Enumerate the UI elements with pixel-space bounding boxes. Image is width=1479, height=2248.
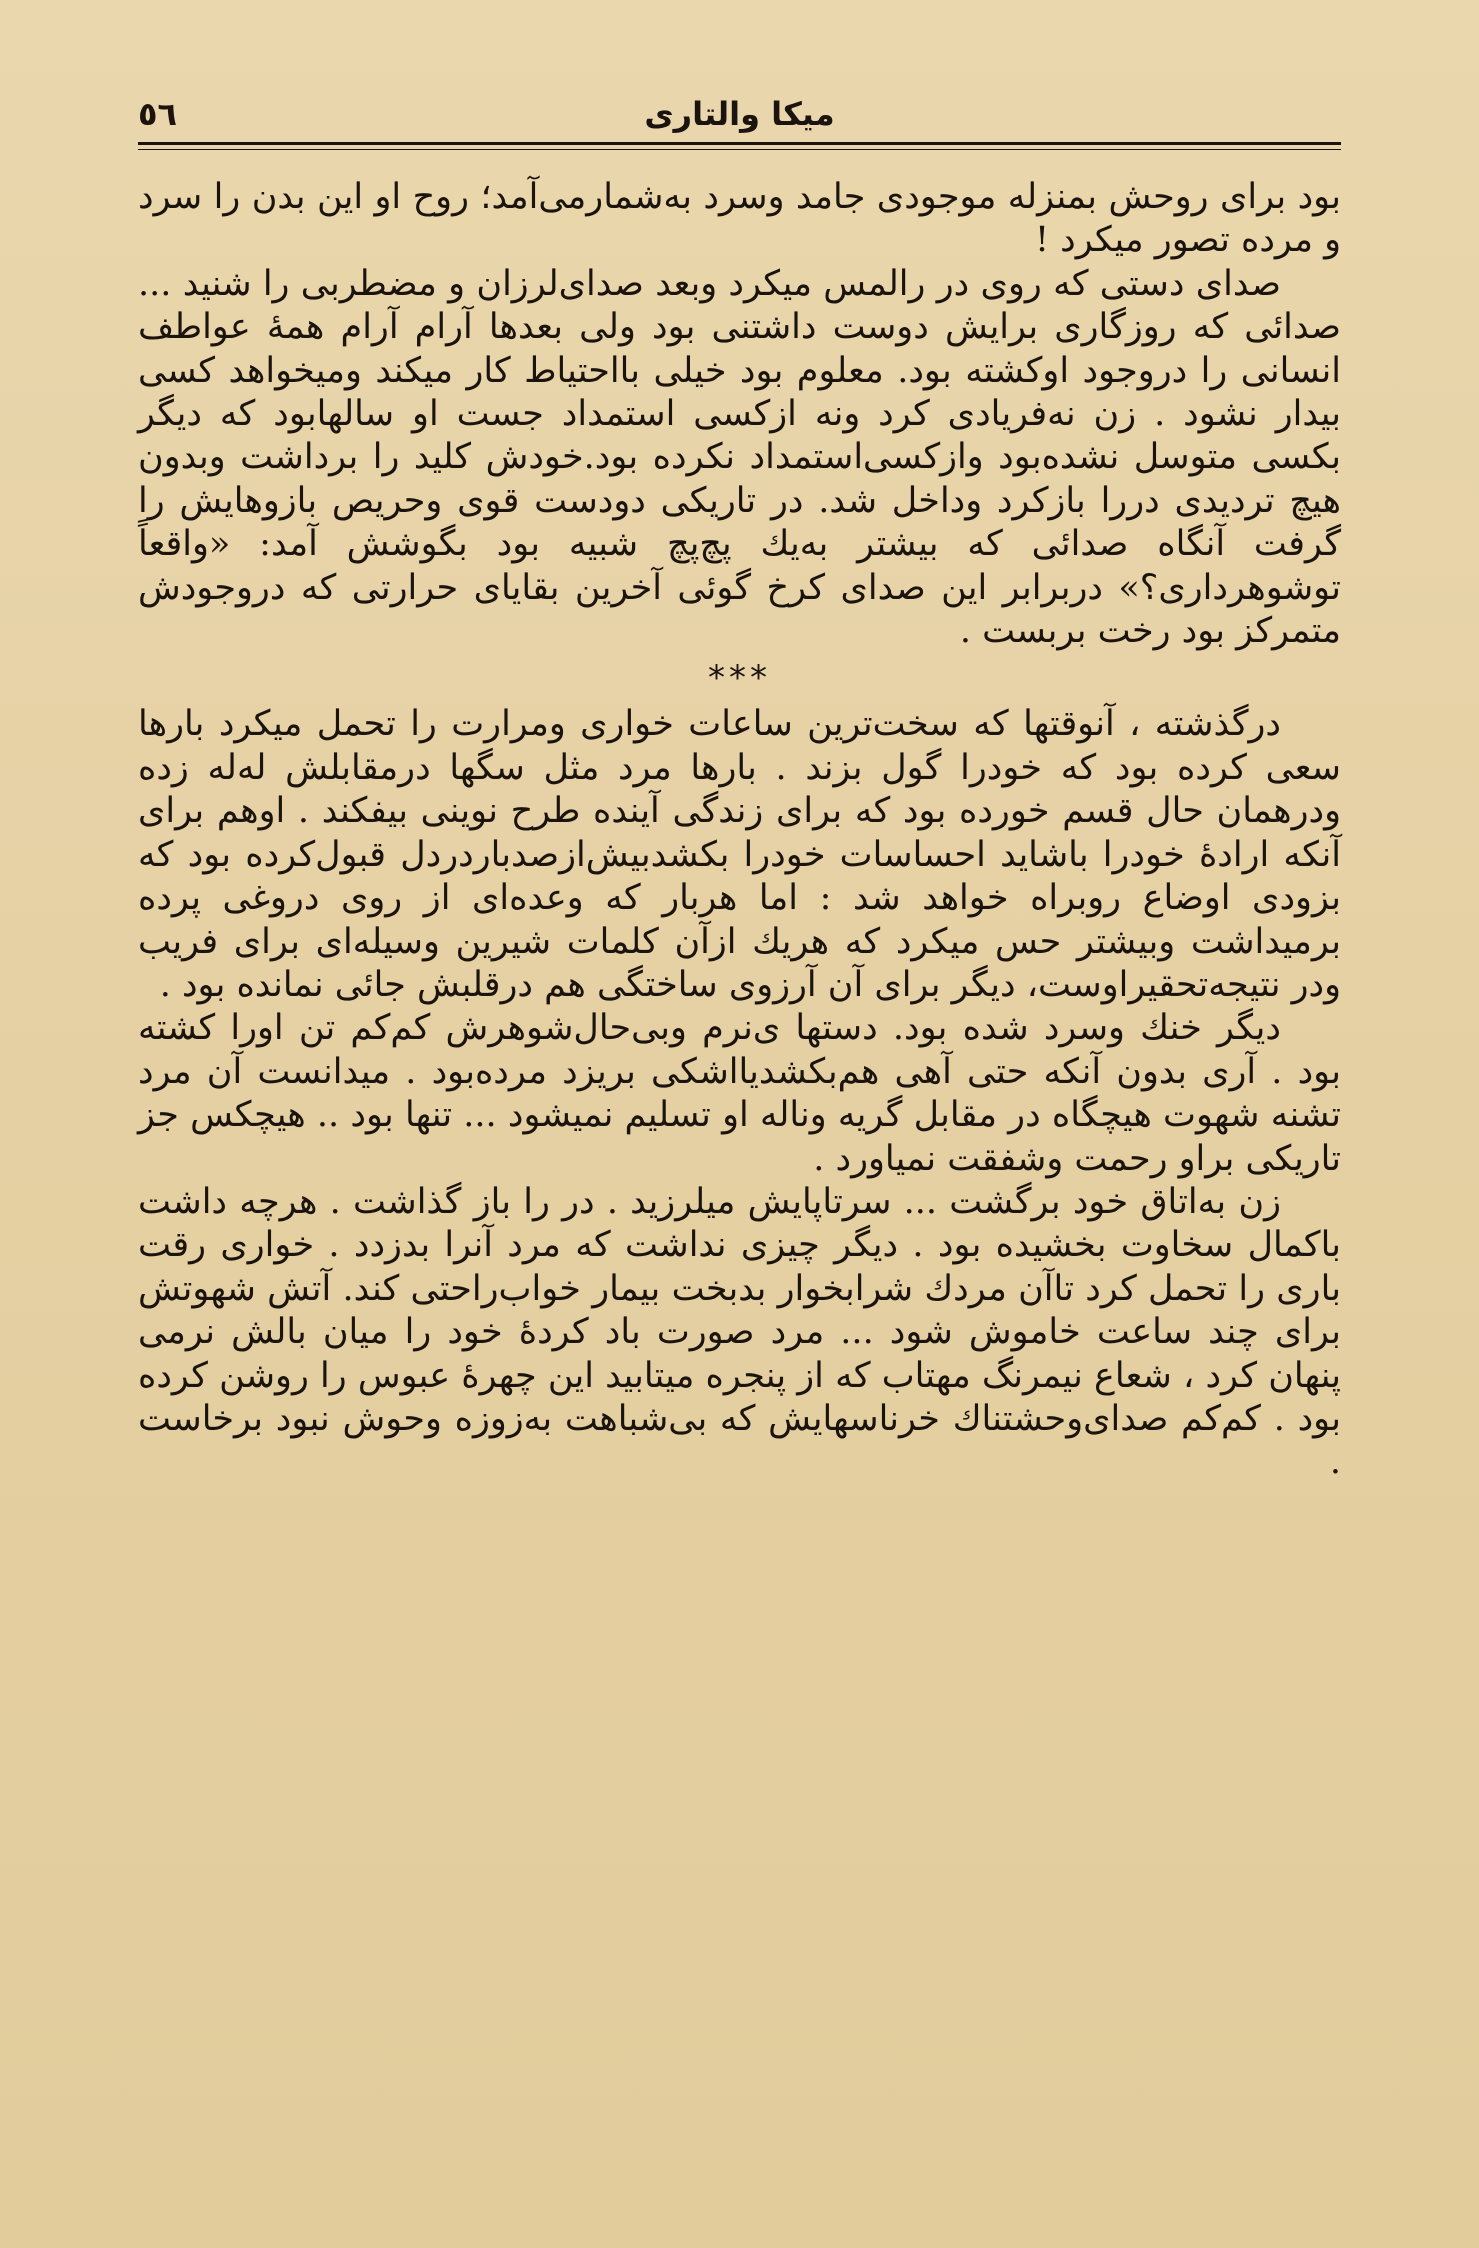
page-header <box>138 78 1341 133</box>
section-separator: *** <box>708 658 771 699</box>
header-rule-thin <box>138 149 1341 150</box>
paragraph: صدای دستی که روی در رالمس میکرد وبعد صدای‌لرزان و مضطربی را شنید ... صدائی که روزگاری برایش دوست داشتنی بود ولی بعدها آرام آرام همهٔ عواطف انسانی را دروجود اوکشته بود. معلوم بود خیلی بااحتیاط کار میکند ومیخواهد کسی بیدار نشود . زن نه‌فریادی کرد ونه ازکسی استمداد جست او سالهابود که دیگر بکسی متوسل نشده‌بود وازکسی‌استمداد نکرده بود.خودش کلید را برداشت وبدون هیچ تردیدی دررا بازکرد وداخل شد. در تاریکی دودست قوی وحریص بازوهایش را گرفت آنگاه صدائی که بیشتر به‌یك پچ‌پچ شبیه بود بگوشش آمد: «واقعاً توشوهرداری؟» دربرابر این صدای کرخ گوئی آخرین بقایای حرارتی که دروجودش متمرکز بود رخت بربست . <box>138 263 1341 652</box>
header-rule <box>138 142 1341 145</box>
paragraph: زن به‌اتاق خود برگشت ... سرتاپایش میلرزید . در را باز گذاشت . هرچه داشت باکمال سخاوت بخشیده بود . دیگر چیزی نداشت که مرد آنرا بدزدد . خواری رقت باری را تحمل کرد تاآن مردك شرابخوار بدبخت بیمار خواب‌راحتی کند. آتش شهوتش برای چند ساعت خاموش شود ... مرد صورت باد کردهٔ خود را میان بالش نرمی پنهان کرد ، شعاع نیمرنگ مهتاب که از پنجره میتابید این چهرهٔ عبوس را روشن کرده بود . کم‌کم صدای‌وحشتناك خرناسهایش که بی‌شباهت به‌زوزه وحوش نبود برخاست . <box>138 1181 1341 1483</box>
paragraph: درگذشته ، آنوقتها که سخت‌ترین ساعات خواری ومرارت را تحمل میکرد بارها سعی کرده بود که خودرا گول بزند . بارها مرد مثل سگها درمقابلش له‌له زده ودرهمان حال قسم خورده بود که برای زندگی آینده طرح نوینی بیفکند . اوهم برای آنکه ارادهٔ خودرا باشاید احساسات خودرا بکشدبیش‌ازصدباردردل قبول‌کرده بود که بزودی اوضاع روبراه خواهد شد : اما هربار که وعده‌ای از روی دروغی پرده برمیداشت وبیشتر حس میکرد که هریك ازآن کلمات شیرین وسیله‌ای برای فریب ودر نتیجه‌تحقیراوست، دیگر برای آن آرزوی ساختگی هم درقلبش جائی نمانده بود . <box>138 704 1341 1005</box>
page-number: ٥٦ <box>138 95 178 133</box>
text-section-2 <box>138 703 1341 1484</box>
paragraph: دیگر خنك وسرد شده بود. دستها ی‌نرم وبی‌حال‌شوهرش کم‌کم تن اورا کشته بود . آری بدون آنکه حتی آهی هم‌بکشدیااشکی بریزد مرده‌بود . میدانست آن مرد تشنه شهوت هیچگاه در مقابل گریه وناله او تسلیم نمیشود ... تنها بود .. هیچکس جز تاریکی براو رحمت وشفقت نمیاورد . <box>138 1008 1341 1179</box>
paragraph: بود برای روحش بمنزله موجودی جامد وسرد به‌شمارمی‌آمد؛ روح او این بدن را سرد و مرده تصور میکرد ! <box>138 177 1341 261</box>
text-section-1 <box>138 176 1341 653</box>
running-title: میکا والتاری <box>644 95 835 133</box>
